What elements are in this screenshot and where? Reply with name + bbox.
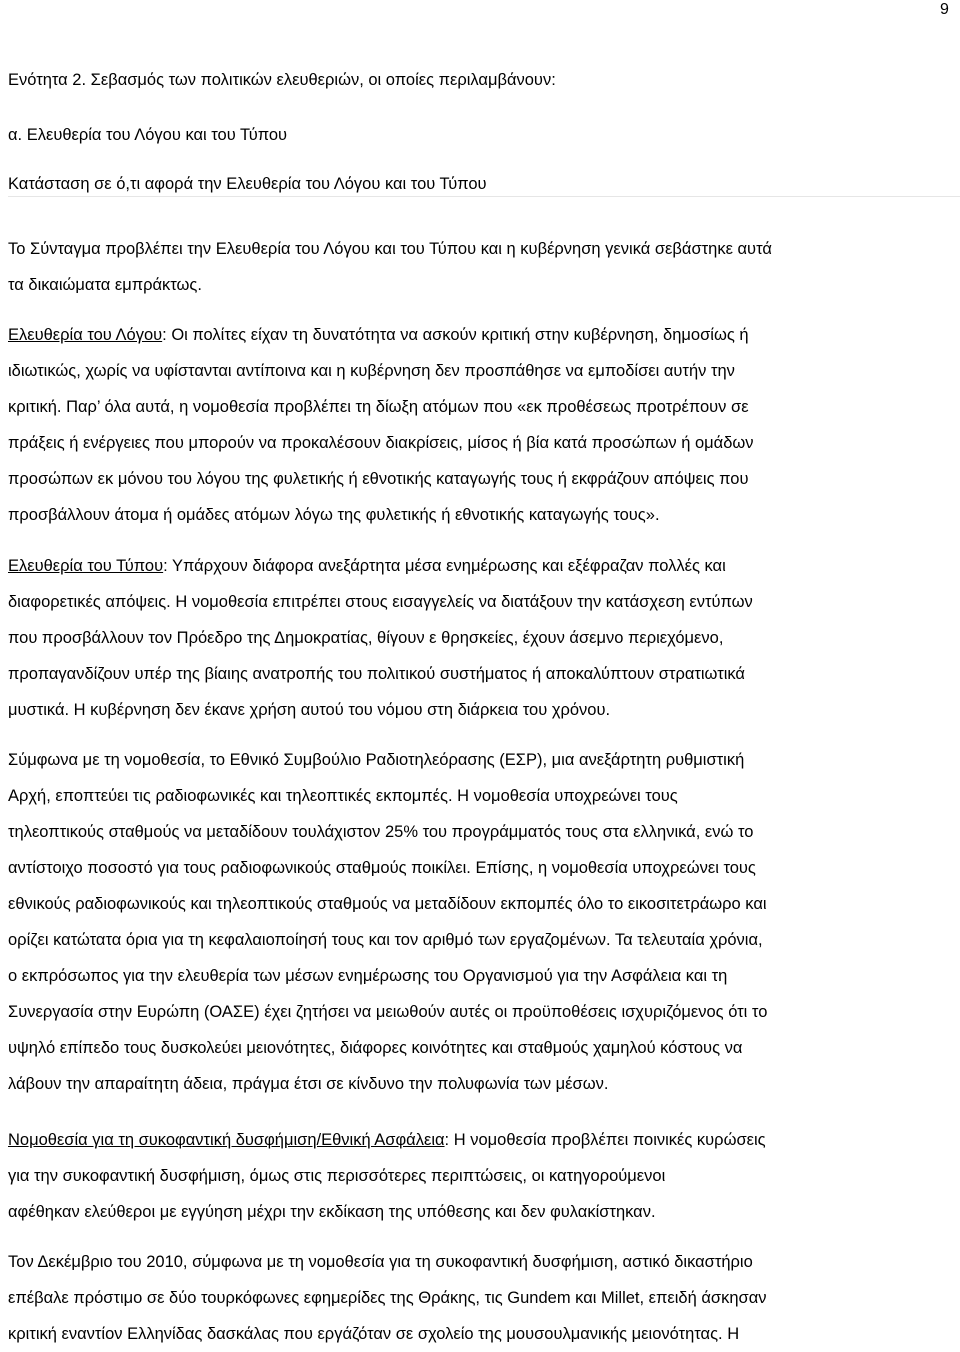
subsection-heading <box>8 117 958 153</box>
section-title: Ενότητα 2. Σεβασμός των πολιτικών ελευθεριών, οι οποίες περιλαμβάνουν: <box>8 71 556 89</box>
press-term: Ελευθερία του Τύπου <box>8 557 164 575</box>
paragraph-line: που προσβάλλουν τον Πρόεδρο της Δημοκρατίας, θίγουν ε θρησκείες, έχουν άσεμνο περιεχόμενο, <box>8 629 724 647</box>
broadcast-paragraph <box>8 742 958 1102</box>
paragraph-line: προσβάλλουν άτομα ή ομάδες ατόμων λόγω της φυλετικής ή εθνοτικής καταγωγής τους». <box>8 506 660 524</box>
paragraph-line: για την συκοφαντική δυσφήμιση, όμως στις περισσότερες περιπτώσεις, οι κατηγορούμενοι <box>8 1167 666 1185</box>
speech-term: Ελευθερία του Λόγου <box>8 326 163 344</box>
speech-paragraph <box>8 317 958 533</box>
defamation-first-line: : Η νομοθεσία προβλέπει ποινικές κυρώσεις <box>444 1131 766 1149</box>
subsection-title: α. Ελευθερία του Λόγου και του Τύπου <box>8 126 288 144</box>
december-paragraph <box>8 1244 958 1352</box>
paragraph-line: μυστικά. Η κυβέρνηση δεν έκανε χρήση αυτού του νόμου στη διάρκεια του χρόνου. <box>8 701 611 719</box>
paragraph-line: κριτική. Παρ’ όλα αυτά, η νομοθεσία προβλέπει τη δίωξη ατόμων που «εκ προθέσεως προτρέπουν σε <box>8 398 749 416</box>
paragraph-line: πράξεις ή ενέργειες που μπορούν να προκαλέσουν διακρίσεις, μίσος ή βία κατά προσώπων ή ομάδων <box>8 434 754 452</box>
defamation-term: Νομοθεσία για τη συκοφαντική δυσφήμιση/Εθνική Ασφάλεια <box>8 1131 445 1149</box>
paragraph-line: προπαγανδίζουν υπέρ της βίαιης ανατροπής του πολιτικού συστήματος ή αποκαλύπτουν στρατιωτικά <box>8 665 745 683</box>
paragraph-line: προσώπων εκ μόνου του λόγου της φυλετικής ή εθνοτικής καταγωγής τους ή εκφράζουν απόψεις που <box>8 470 749 488</box>
paragraph-line <box>8 548 958 584</box>
speech-first-line: : Οι πολίτες είχαν τη δυνατότητα να ασκούν κριτική στην κυβέρνηση, δημοσίως ή <box>162 326 749 344</box>
paragraph-line: διαφορετικές απόψεις. Η νομοθεσία επιτρέπει στους εισαγγελείς να διατάξουν την κατάσχεση εντύπων <box>8 593 753 611</box>
intro-paragraph <box>8 231 958 303</box>
paragraph-line: κριτική εναντίον Ελληνίδας δασκάλας που εργάζόταν σε σχολείο της μουσουλμανικής μειονότητας. Η <box>8 1325 740 1343</box>
paragraph-line: εθνικούς ραδιοφωνικούς και τηλεοπτικούς σταθμούς να μεταδίδουν εκπομπές όλο το εικοσιτετράωρο και <box>8 895 767 913</box>
status-title: Κατάσταση σε ό,τι αφορά την Ελευθερία του Λόγου και του Τύπου <box>8 175 487 193</box>
paragraph-line <box>8 1122 958 1158</box>
divider <box>8 196 960 197</box>
paragraph-line: Συνεργασία στην Ευρώπη (ΟΑΣΕ) έχει ζητήσει να μειωθούν αυτές οι προϋποθέσεις ισχυριζόμενος ότι το <box>8 1003 768 1021</box>
press-first-line: : Υπάρχουν διάφορα ανεξάρτητα μέσα ενημέρωσης και εξέφραζαν πολλές και <box>163 557 726 575</box>
paragraph-line: ορίζει κατώτατα όρια για τη κεφαλαιοποίησή τους και τον αριθμό των εργαζομένων. Τα τελευταία χρόνια, <box>8 931 763 949</box>
paragraph-line: τα δικαιώματα εμπράκτως. <box>8 276 202 294</box>
paragraph-line: Το Σύνταγμα προβλέπει την Ελευθερία του Λόγου και του Τύπου και η κυβέρνηση γενικά σεβάστηκε αυτά <box>8 240 772 258</box>
section-heading <box>8 62 958 98</box>
paragraph-line: Τον Δεκέμβριο του 2010, σύμφωνα με τη νομοθεσία για τη συκοφαντική δυσφήμιση, αστικό δικαστήριο <box>8 1253 753 1271</box>
paragraph-line: ιδιωτικώς, χωρίς να υφίστανται αντίποινα και η κυβέρνηση δεν προσπάθησε να εμποδίσει αυτήν την <box>8 362 735 380</box>
page-number: 9 <box>940 1 949 18</box>
paragraph-line: Αρχή, εποπτεύει τις ραδιοφωνικές και τηλεοπτικές εκπομπές. Η νομοθεσία υποχρεώνει τους <box>8 787 678 805</box>
paragraph-line: λάβουν την απαραίτητη άδεια, πράγμα έτσι σε κίνδυνο την πολυφωνία των μέσων. <box>8 1075 609 1093</box>
paragraph-line <box>8 317 958 353</box>
paragraph-line: τηλεοπτικούς σταθμούς να μεταδίδουν τουλάχιστον 25% του προγράμματός τους στα ελληνικά, ενώ το <box>8 823 754 841</box>
paragraph-line: υψηλό επίπεδο τους δυσκολεύει μειονότητες, διάφορες κοινότητες και σταθμούς χαμηλού κόστους να <box>8 1039 743 1057</box>
paragraph-line: ο εκπρόσωπος για την ελευθερία των μέσων ενημέρωσης του Οργανισμού για την Ασφάλεια και τη <box>8 967 728 985</box>
paragraph-line: επέβαλε πρόστιμο σε δύο τουρκόφωνες εφημερίδες της Θράκης, τις Gundem και Millet, επειδή άσκησαν <box>8 1289 767 1307</box>
paragraph-line: αφέθηκαν ελεύθεροι με εγγύηση μέχρι την εκδίκαση της υπόθεσης και δεν φυλακίστηκαν. <box>8 1203 656 1221</box>
press-paragraph <box>8 548 958 728</box>
defamation-paragraph <box>8 1122 958 1230</box>
paragraph-line: Σύμφωνα με τη νομοθεσία, το Εθνικό Συμβούλιο Ραδιοτηλεόρασης (ΕΣΡ), μια ανεξάρτητη ρυθμιστική <box>8 751 745 769</box>
paragraph-line: αντίστοιχο ποσοστό για τους ραδιοφωνικούς σταθμούς ποικίλει. Επίσης, η νομοθεσία υποχρεώνει τους <box>8 859 756 877</box>
